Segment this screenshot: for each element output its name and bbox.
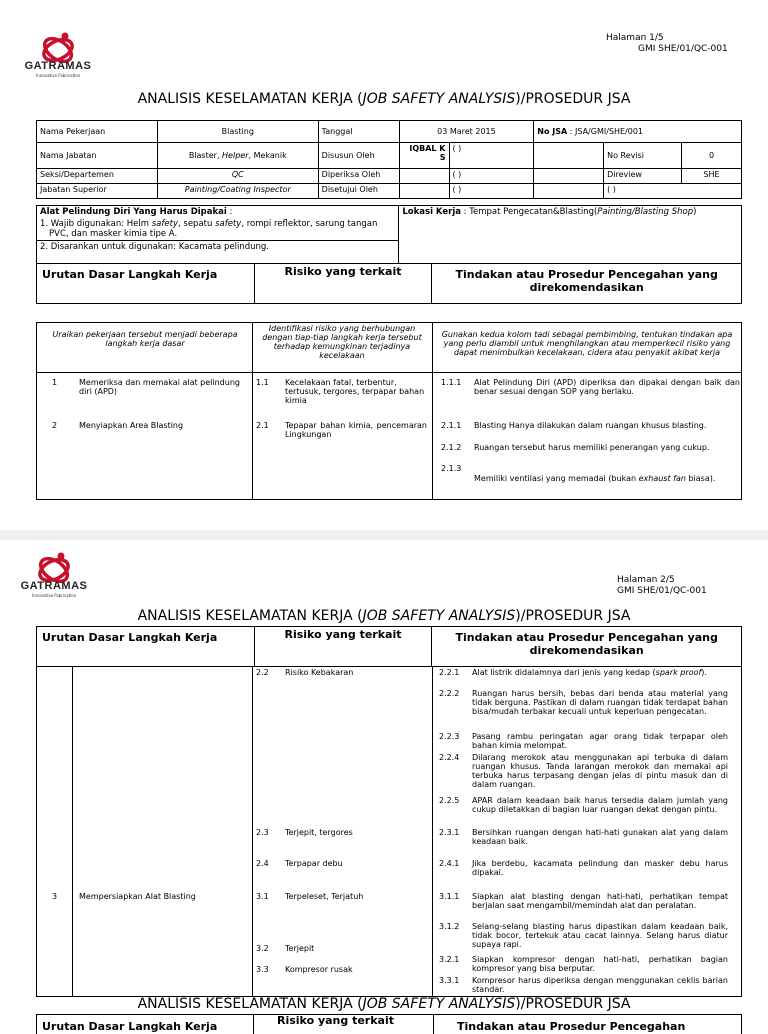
lokasi-cell: Lokasi Kerja : Tempat Pengecatan&Blasting(Painting/Blasting Shop) (399, 206, 742, 264)
col-risiko-heading: Risiko yang terkait (277, 1014, 395, 1027)
col-divider (72, 667, 73, 997)
nama-jabatan-value: Blaster, Helper, Mekanik (157, 143, 318, 169)
action-description: Pasang rambu peringatan agar orang tidak terpapar oleh bahan kimia melompat. (472, 732, 728, 750)
logo-name: GATRAMAS (20, 580, 88, 592)
action-number: 2.3.1 (439, 828, 460, 837)
blank-cell (399, 184, 449, 199)
step-number: 1 (52, 378, 58, 387)
action-number: 2.2.1 (439, 668, 460, 677)
risk-number: 2.2 (256, 668, 269, 677)
action-number: 2.4.1 (439, 859, 460, 868)
action-number: 3.3.1 (439, 976, 460, 985)
guide-urutan: Uraikan pekerjaan tersebut menjadi beberapa langkah kerja dasar (52, 330, 238, 348)
document-code: GMI SHE/01/QC-001 (638, 44, 728, 54)
job-info-table (36, 120, 742, 199)
step-description: Mempersiapkan Alat Blasting (79, 892, 196, 901)
jabatan-superior-value: Painting/Coating Inspector (157, 184, 318, 199)
action-description: Bersihkan ruangan dengan hati-hati gunakan alat yang dalam keadaan baik. (472, 828, 728, 846)
tanggal-label: Tanggal (318, 121, 399, 143)
blank-cell (534, 169, 604, 184)
diperiksa-signature: ( ) (449, 169, 534, 184)
nama-pekerjaan-value: Blasting (157, 121, 318, 143)
page-number: Halaman 1/5 (606, 33, 664, 43)
col-tindakan-heading: Tindakan atau Prosedur Pencegahan yang direkomendasikan (432, 627, 742, 667)
guide-risiko: Identifikasi risiko yang berhubungan dengan tiap-tiap langkah kerja tersebut terhadap kemungkinan terjadinya kecelakaan (262, 324, 422, 360)
logo-tagline: Innovative Fabrication (36, 73, 81, 78)
company-logo (14, 550, 98, 600)
direview-label: Direview (604, 169, 682, 184)
blank-cell (534, 143, 604, 169)
page-header-right (606, 33, 728, 55)
risk-number: 2.1 (256, 421, 269, 430)
risk-description: Terjepit, tergores (285, 828, 353, 837)
col-urutan-heading: Urutan Dasar Langkah Kerja (37, 264, 255, 304)
col-divider (432, 667, 433, 997)
action-description: Siapkan alat blasting dengan hati-hati, perhatikan tempat berjalan saat mengambil/memindah alat dan peralatan. (472, 892, 728, 910)
action-description: Alat Pelindung Diri (APD) diperiksa dan dipakai dengan baik dan benar sesuai dengan SOP yang berlaku. (474, 378, 740, 396)
risk-number: 3.2 (256, 944, 269, 953)
col-divider (252, 667, 253, 997)
risk-number: 2.3 (256, 828, 269, 837)
gatramas-logo-icon (34, 550, 74, 584)
risk-number: 2.4 (256, 859, 269, 868)
gatramas-logo-icon (38, 30, 78, 64)
document-page-2 (0, 540, 768, 1033)
action-number: 2.1.3 (441, 464, 462, 473)
action-number: 3.1.2 (439, 922, 460, 931)
disetujui-signature: ( ) (449, 184, 534, 199)
no-revisi-value: 0 (682, 143, 742, 169)
risk-description: Kompresor rusak (285, 965, 353, 974)
col-risiko-heading: Risiko yang terkait (254, 264, 432, 304)
guide-tindakan: Gunakan kedua kolom tadi sebagai pembimbing, tentukan tindakan apa yang perlu diambil untuk menghilangkan atau memperkecil risiko yang dapat menimbulkan kecelakaan, cidera atau penyakit akibat kerja (441, 330, 733, 357)
action-description: Jika berdebu, kacamata pelindung dan masker debu harus dipakai. (472, 859, 728, 877)
direview-value: SHE (682, 169, 742, 184)
blank-cell (399, 169, 449, 184)
action-number: 2.1.1 (441, 421, 462, 430)
apd-item-1: 1. Wajib digunakan: Helm safety, sepatu safety, rompi reflektor, sarung tangan PVC, dan masker kimia tipe A. (40, 219, 378, 239)
col-urutan-heading: Urutan Dasar Langkah Kerja (42, 1020, 218, 1033)
risk-description: Terjepit (285, 944, 315, 953)
apd-location-table (36, 205, 742, 264)
page-header-right (617, 575, 707, 597)
nama-pekerjaan-label: Nama Pekerjaan (37, 121, 158, 143)
direview-signature: ( ) (604, 184, 742, 199)
seksi-label: Seksi/Departemen (37, 169, 158, 184)
column-heading-table (36, 263, 742, 304)
col-risiko-heading: Risiko yang terkait (254, 627, 432, 667)
action-number: 2.2.5 (439, 796, 460, 805)
action-description: Dilarang merokok atau menggunakan api terbuka di dalam ruangan khusus. Tanda larangan merokok dan memakai api terbuka harus terpasang dengan jelas di pintu masuk dan di dalam ruangan. (472, 753, 728, 789)
jabatan-superior-label: Jabatan Superior (37, 184, 158, 199)
action-number: 2.1.2 (441, 443, 462, 452)
col-divider (432, 322, 433, 500)
action-number: 3.2.1 (439, 955, 460, 964)
company-logo (18, 30, 102, 80)
action-description: Ruangan tersebut harus memiliki penerangan yang cukup. (474, 443, 710, 452)
col-urutan-heading: Urutan Dasar Langkah Kerja (37, 627, 255, 667)
blank-cell (534, 184, 604, 199)
step-description: Menyiapkan Area Blasting (79, 421, 184, 430)
guide-row-divider (36, 372, 742, 373)
action-description: Kompresor harus diperiksa dengan menggunakan ceklis barian standar. (472, 976, 728, 994)
action-number: 2.2.2 (439, 689, 460, 698)
action-number: 1.1.1 (441, 378, 462, 387)
apd-title: Alat Pelindung Diri Yang Harus Dipakai (40, 207, 227, 217)
step-number: 2 (52, 421, 58, 430)
risk-description: Tepapar bahan kimia, pencemaran Lingkungan (285, 421, 427, 439)
action-description: Memiliki ventilasi yang memadai (bukan exhaust fan biasa). (474, 474, 716, 483)
action-description: Blasting Hanya dilakukan dalam ruangan khusus blasting. (474, 421, 707, 430)
nama-jabatan-label: Nama Jabatan (37, 143, 158, 169)
action-description: Alat listrik didalamnya dari jenis yang kedap (spark proof). (472, 668, 707, 677)
step-description: Memeriksa dan memakai alat pelindung diri (APD) (79, 378, 240, 396)
page-number: Halaman 2/5 (617, 575, 675, 585)
action-description: Ruangan harus bersih, bebas dari benda atau material yang tidak berguna. Pastikan di dalam ruangan tidak terdapat bahan bisa/mudah terbakar kecuali untuk keperluan pengecatan. (472, 689, 728, 716)
action-number: 3.1.1 (439, 892, 460, 901)
apd-item-2: 2. Disarankan untuk digunakan: Kacamata pelindung. (37, 240, 398, 252)
col-tindakan-heading: Tindakan atau Prosedur Pencegahan (457, 1020, 686, 1033)
disusun-signature: ( ) (449, 143, 534, 169)
disusun-name: IQBAL K S (399, 143, 449, 169)
document-title-next-page: ANALISIS KESELAMATAN KERJA (JOB SAFETY ANALYSIS)/PROSEDUR JSA (137, 996, 631, 1012)
logo-name: GATRAMAS (24, 60, 92, 72)
risk-description: Risiko Kebakaran (285, 668, 354, 677)
document-title: ANALISIS KESELAMATAN KERJA (JOB SAFETY ANALYSIS)/PROSEDUR JSA (137, 91, 631, 107)
risk-description: Terpeleset, Terjatuh (285, 892, 364, 901)
diperiksa-label: Diperiksa Oleh (318, 169, 399, 184)
action-number: 2.2.4 (439, 753, 460, 762)
document-code: GMI SHE/01/QC-001 (617, 586, 707, 596)
logo-tagline: Innovative Fabrication (32, 593, 77, 598)
risk-number: 3.3 (256, 965, 269, 974)
seksi-value: QC (157, 169, 318, 184)
document-title: ANALISIS KESELAMATAN KERJA (JOB SAFETY ANALYSIS)/PROSEDUR JSA (137, 608, 631, 624)
action-description: Selang-selang blasting harus dipastikan dalam keadaan baik, tidak bocor, tertekuk atau cacat lainnya. Selang harus diatur supaya rapi. (472, 922, 728, 949)
next-page-heading-row (36, 1014, 742, 1034)
apd-cell: Alat Pelindung Diri Yang Harus Dipakai : 1. Wajib digunakan: Helm safety, sepatu safety, rompi reflektor, sarung tangan PVC, dan masker kimia tipe A. 2. Disarankan untuk digunakan: Kacamata pelindung. (37, 206, 399, 264)
disusun-label: Disusun Oleh (318, 143, 399, 169)
no-jsa-cell: No JSA : JSA/GMI/SHE/001 (534, 121, 742, 143)
step-number: 3 (52, 892, 58, 901)
tanggal-value: 03 Maret 2015 (399, 121, 534, 143)
action-description: Siapkan kompresor dengan hati-hati, perhatikan bagian kompresor yang bisa berputar. (472, 955, 728, 973)
risk-description: Kecelakaan fatal, terbentur, tertusuk, tergores, terpapar bahan kimia (285, 378, 425, 405)
disetujui-label: Disetujui Oleh (318, 184, 399, 199)
action-number: 2.2.3 (439, 732, 460, 741)
risk-description: Terpapar debu (285, 859, 343, 868)
risk-number: 1.1 (256, 378, 269, 387)
col-divider (252, 322, 253, 500)
col-tindakan-heading: Tindakan atau Prosedur Pencegahan yang direkomendasikan (432, 264, 742, 304)
action-description: APAR dalam keadaan baik harus tersedia dalam jumlah yang cukup diletakkan di bagian luar ruangan dekat dengan pintu. (472, 796, 728, 814)
column-heading-table (36, 626, 742, 667)
risk-number: 3.1 (256, 892, 269, 901)
page-separator (0, 530, 768, 540)
no-revisi-label: No Revisi (604, 143, 682, 169)
